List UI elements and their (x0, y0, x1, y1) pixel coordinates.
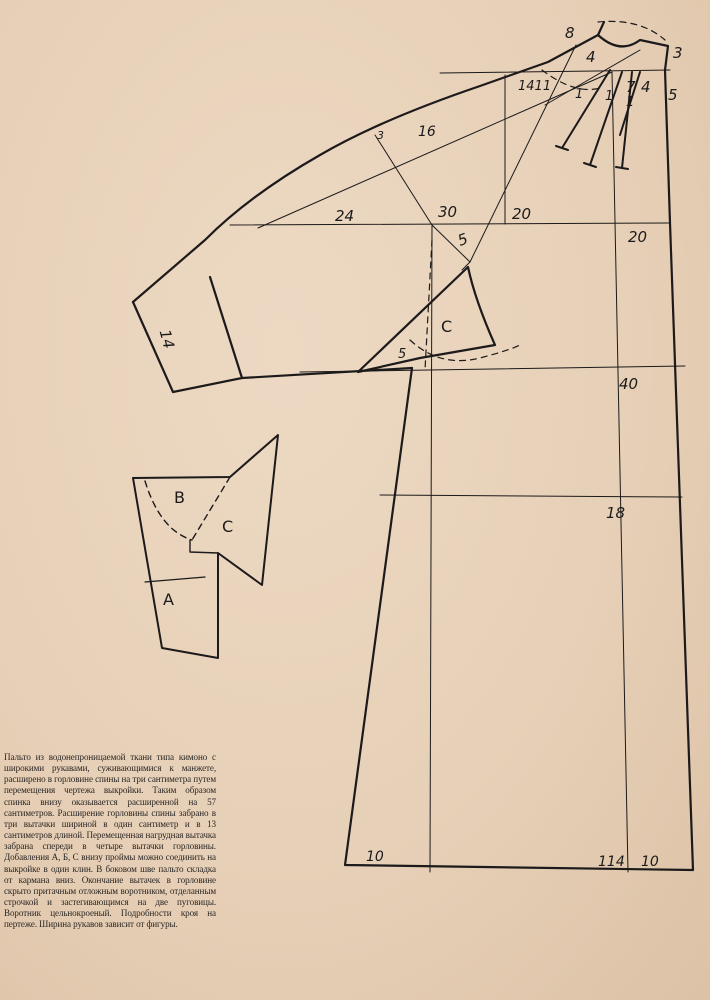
center-back-line (612, 72, 628, 872)
gusset-label-a: A (163, 590, 174, 609)
measure-8: 8 (565, 24, 575, 42)
measure-5-side: 5 (668, 86, 678, 104)
gusset-inner-notch (190, 540, 218, 553)
neckline-curve (598, 35, 668, 70)
measure-4-collar: 4 (586, 48, 596, 66)
sleeve-cuff (133, 277, 242, 392)
measure-24: 24 (335, 207, 355, 225)
sleeve-diagonal-line (258, 72, 612, 228)
dashed-top-curve (598, 21, 665, 40)
pattern-outline (133, 22, 693, 870)
sleeve-underarm-line (242, 368, 412, 378)
measure-1-a: 1 (575, 87, 584, 102)
gusset-a-line (145, 577, 205, 582)
dart-3-end (616, 167, 628, 169)
measure-5-gusset: 5 (398, 347, 407, 362)
measure-1-b: 1 (605, 89, 614, 104)
measure-20-center: 20 (512, 205, 532, 223)
gusset-label-c-main: C (441, 317, 453, 336)
measure-3-top: 3 (673, 44, 683, 62)
center-vertical-line (430, 225, 432, 872)
measure-7: 7 (626, 78, 636, 96)
top-horizontal-line (440, 70, 670, 73)
dart-2 (590, 72, 622, 165)
body-outline (345, 70, 693, 870)
gusset-pieces (133, 435, 278, 658)
measure-40: 40 (619, 375, 639, 393)
measure-20-right: 20 (628, 228, 648, 246)
sleeve-cross-line (375, 135, 432, 225)
gusset-c-outline (358, 267, 495, 372)
shoulder-sleeve-top-line (133, 35, 598, 302)
measure-4-dart: 4 (641, 78, 651, 96)
measure-14: 14 (155, 327, 178, 351)
measure-5-armhole: 5 (455, 229, 471, 250)
gusset-label-c: C (222, 517, 234, 536)
measure-1411: 1411 (518, 79, 552, 94)
gusset-pieces-outline (133, 435, 278, 658)
measure-114: 114 (598, 854, 625, 870)
measure-30: 30 (438, 203, 458, 221)
pattern-description: Пальто из водонепроницаемой ткани типа кимоно с широкими рукавами, суживающимися к манжете, расширено в горловине спины на три сантиметра путем перемещения чертежа выкройки. Таким образом спинка внизу оказывается расширенной на 57 сантиметров. Расширение горловины спины забрано в три вытачки шириной в один сантиметр и в 13 сантиметров длиной. Перемещенная нагрудная вытачка забрана спереди в четыре вытачки горловины. Добавления А, Б, С внизу проймы можно соединить на выкройке в один клин. В боковом шве пальто складка от кармана вниз. Окончание вытачек в горловине скрыто притачным отложным воротником, отделанным строчкой и застегивающимся на две пуговицы. Воротник цельнокроеный. Подробности кроя на пертеже. Ширина рукавов зависит от фигуры. (4, 752, 216, 930)
measure-3-sleeve: 3 (377, 129, 384, 142)
measure-10-left: 10 (366, 849, 384, 865)
measure-16: 16 (418, 124, 436, 140)
dart-guide-line (470, 45, 576, 262)
gusset-label-b: B (174, 488, 185, 507)
hip-horizontal-line (380, 495, 682, 497)
measure-18: 18 (606, 504, 626, 522)
top-mark (598, 22, 604, 35)
chest-horizontal-line (230, 223, 670, 225)
measure-1-c: 1 (626, 95, 635, 110)
measure-10-right: 10 (641, 854, 659, 870)
